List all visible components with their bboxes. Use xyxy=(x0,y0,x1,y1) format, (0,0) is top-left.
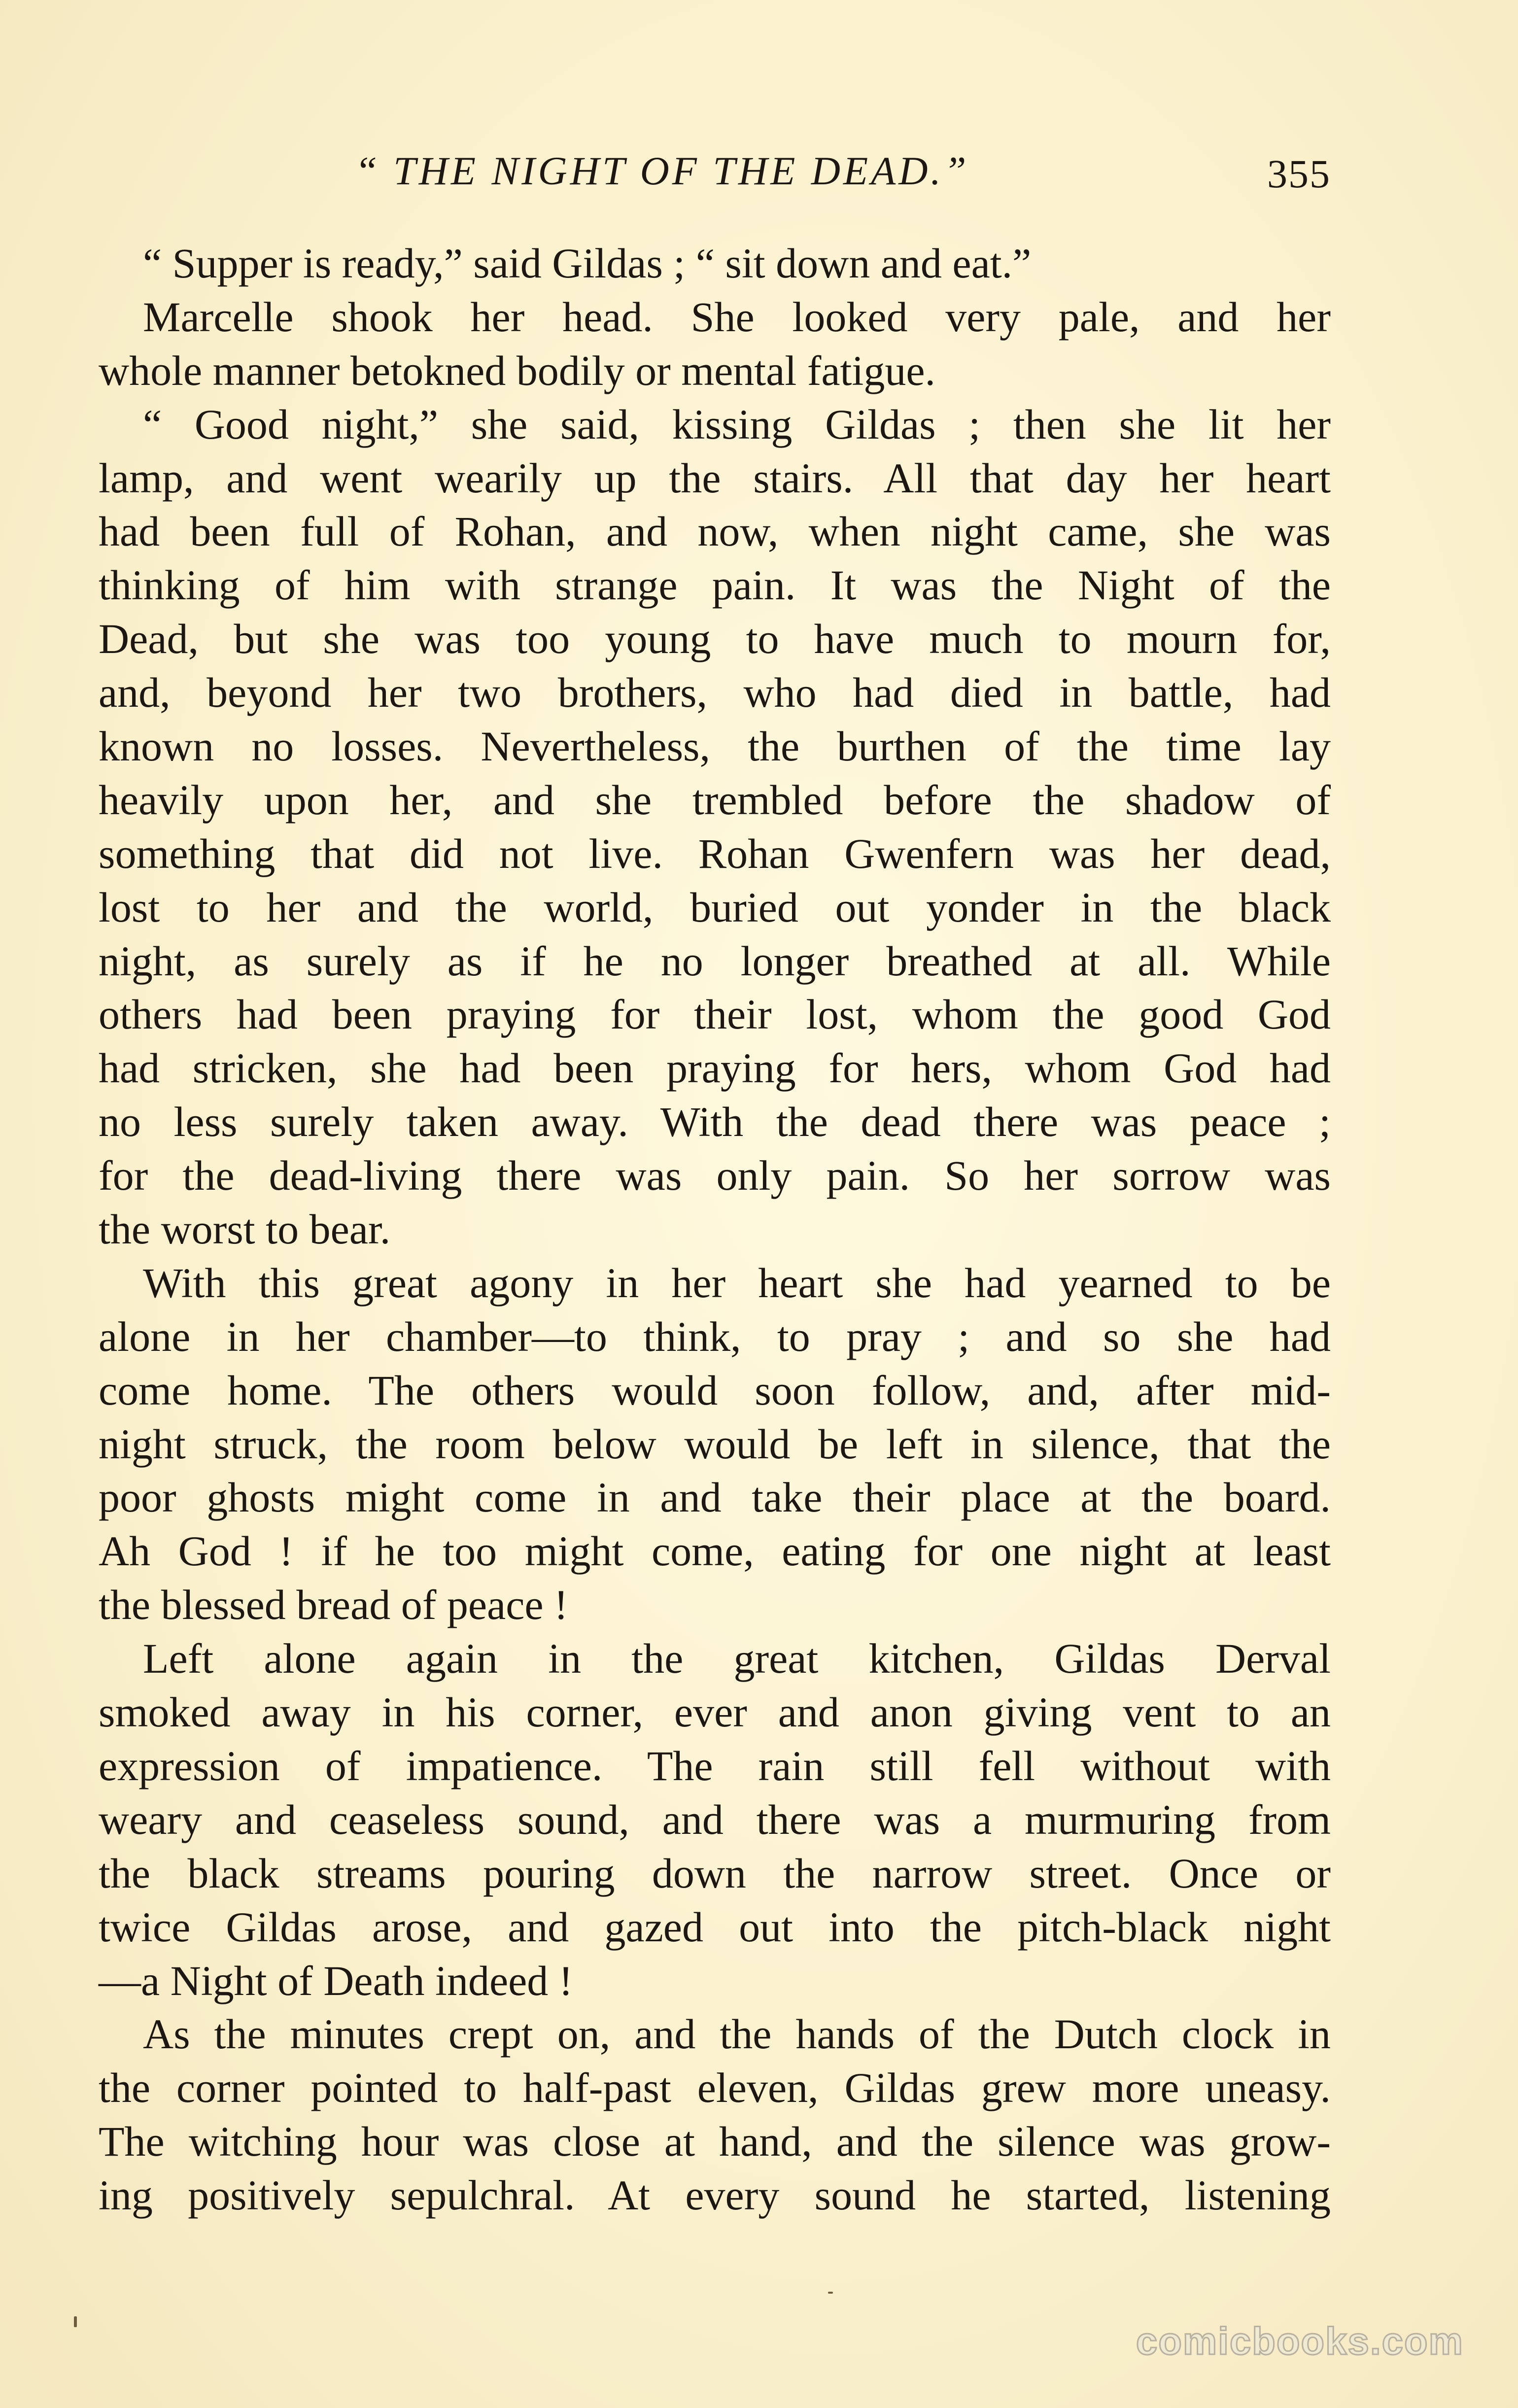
text-line: The witching hour was close at hand, and the silence was grow- xyxy=(99,2118,1331,2166)
text-line: ing positively sepulchral. At every sound he started, listening xyxy=(99,2171,1331,2219)
paper-speck xyxy=(74,2316,77,2327)
text-line: smoked away in his corner, ever and anon giving vent to an xyxy=(99,1688,1331,1736)
text-line: Dead, but she was too young to have much to mourn for, xyxy=(99,615,1331,663)
text-line: the worst to bear. xyxy=(99,1205,391,1253)
text-line: Left alone again in the great kitchen, Gildas Derval xyxy=(143,1635,1331,1683)
body-text xyxy=(99,237,1331,2222)
text-line: twice Gildas arose, and gazed out into the pitch-black night xyxy=(99,1903,1331,1951)
text-line: for the dead-living there was only pain. So her sorrow was xyxy=(99,1152,1331,1200)
text-line: thinking of him with strange pain. It was the Night of the xyxy=(99,561,1331,609)
text-line: lost to her and the world, buried out yonder in the black xyxy=(99,883,1331,931)
text-line: weary and ceaseless sound, and there was a murmuring from xyxy=(99,1795,1331,1843)
paper-speck xyxy=(828,2292,833,2294)
text-line: the blessed bread of peace ! xyxy=(99,1581,568,1629)
text-line: night struck, the room below would be left in silence, that the xyxy=(99,1420,1331,1468)
text-line: come home. The others would soon follow, and, after mid- xyxy=(99,1366,1331,1414)
text-line: lamp, and went wearily up the stairs. All that day her heart xyxy=(99,454,1331,502)
watermark-logo: comicbooks.com xyxy=(1136,2319,1464,2363)
text-line: the black streams pouring down the narrow street. Once or xyxy=(99,1849,1331,1897)
text-line: whole manner betokned bodily or mental fatigue. xyxy=(99,346,935,394)
text-line: poor ghosts might come in and take their place at the board. xyxy=(99,1474,1331,1521)
text-line: the corner pointed to half-past eleven, Gildas grew more uneasy. xyxy=(99,2064,1331,2112)
text-line: had stricken, she had been praying for hers, whom God had xyxy=(99,1044,1331,1092)
text-line: Ah God ! if he too might come, eating for one night at least xyxy=(99,1527,1331,1575)
text-line: heavily upon her, and she trembled before the shadow of xyxy=(99,776,1331,824)
text-line: known no losses. Nevertheless, the burthen of the time lay xyxy=(99,722,1331,770)
text-line: others had been praying for their lost, whom the good God xyxy=(99,991,1331,1038)
text-line: expression of impatience. The rain still fell without with xyxy=(99,1742,1331,1789)
text-line: and, beyond her two brothers, who had died in battle, had xyxy=(99,669,1331,717)
text-line: had been full of Rohan, and now, when night came, she was xyxy=(99,508,1331,555)
text-line: no less surely taken away. With the dead there was peace ; xyxy=(99,1098,1331,1146)
text-line: As the minutes crept on, and the hands of the Dutch clock in xyxy=(143,2010,1331,2058)
text-line: “ Good night,” she said, kissing Gildas ; then she lit her xyxy=(143,400,1331,448)
text-line: something that did not live. Rohan Gwenfern was her dead, xyxy=(99,829,1331,877)
text-line: Marcelle shook her head. She looked very pale, and her xyxy=(143,293,1331,341)
text-line: “ Supper is ready,” said Gildas ; “ sit down and eat.” xyxy=(143,240,1032,287)
running-title: “ THE NIGHT OF THE DEAD.” xyxy=(355,148,969,193)
text-line: With this great agony in her heart she had yearned to be xyxy=(143,1259,1331,1307)
page-number: 355 xyxy=(1267,151,1331,196)
text-line: —a Night of Death indeed ! xyxy=(99,1957,573,2004)
running-head xyxy=(99,148,1331,207)
text-line: night, as surely as if he no longer breathed at all. While xyxy=(99,937,1331,985)
text-line: alone in her chamber—to think, to pray ; and so she had xyxy=(99,1312,1331,1360)
